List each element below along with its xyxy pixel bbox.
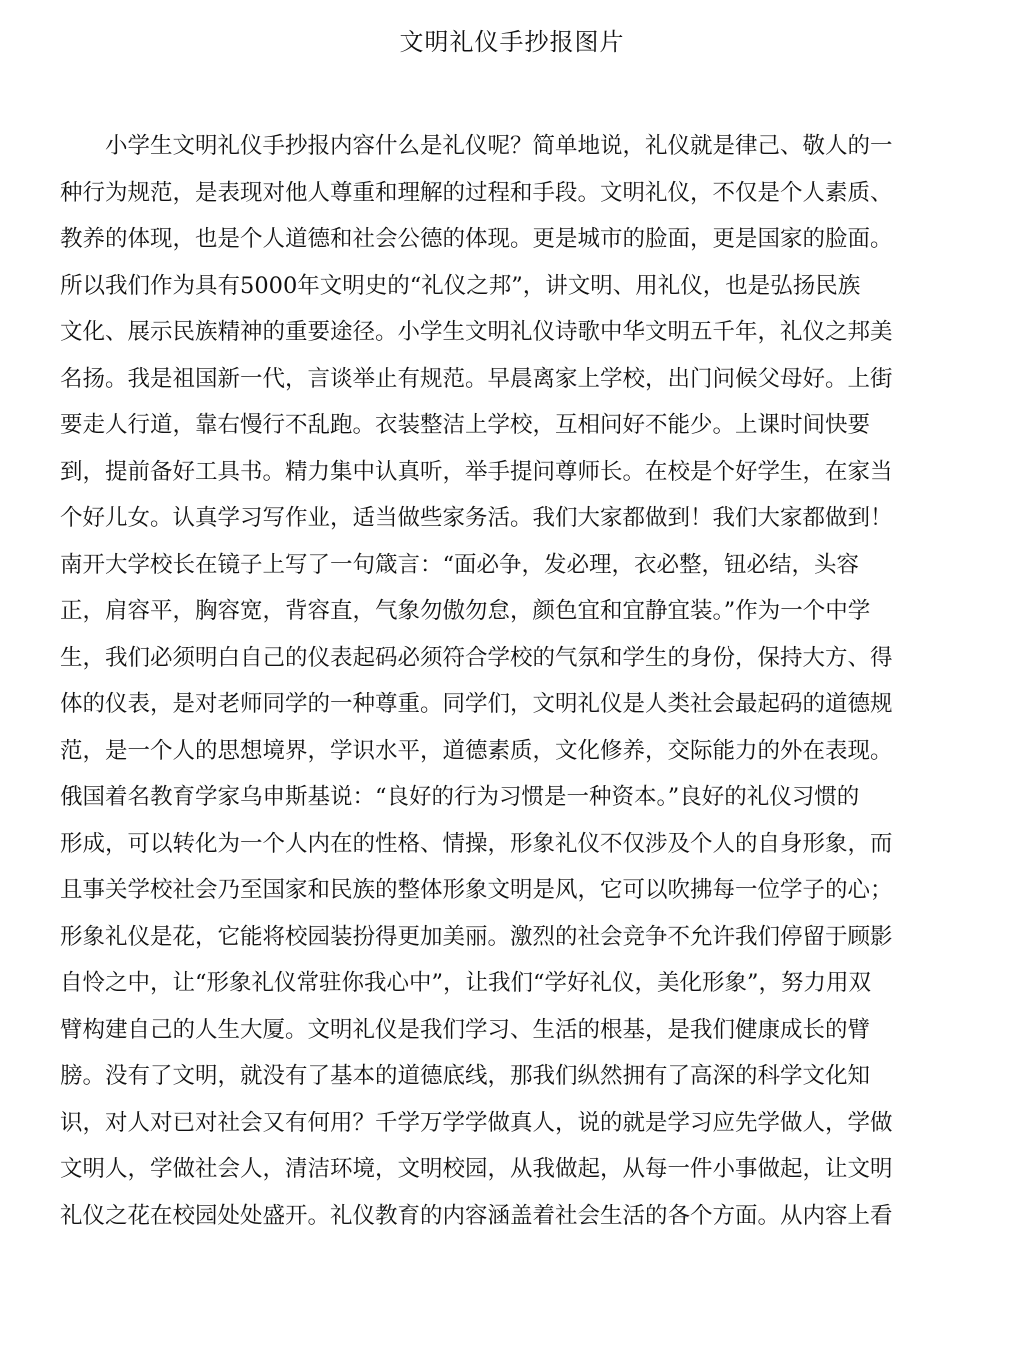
text-line: 形象礼仪是花，它能将校园装扮得更加美丽。激烈的社会竞争不允许我们停留于顾影 (60, 923, 893, 950)
text-line: 种行为规范，是表现对他人尊重和理解的过程和手段。文明礼仪，不仅是个人素质、 (60, 179, 893, 206)
text-line: 体的仪表，是对老师同学的一种尊重。同学们，文明礼仪是人类社会最起码的道德规 (60, 691, 893, 717)
text-line: 要走人行道，靠右慢行不乱跑。衣装整洁上学校，互相问好不能少。上课时间快要 (60, 412, 871, 438)
document-title: 文明礼仪手抄报图片 (399, 28, 625, 56)
text-line: 教养的体现，也是个人道德和社会公德的体现。更是城市的脸面，更是国家的脸面。 (60, 226, 893, 252)
text-line: 形成，可以转化为一个人内在的性格、情操，形象礼仪不仅涉及个人的自身形象，而 (60, 830, 893, 857)
text-line: 识，对人对已对社会又有何用？千学万学学做真人，说的就是学习应先学做人，学做 (60, 1109, 893, 1136)
text-line: 文化、展示民族精神的重要途径。小学生文明礼仪诗歌中华文明五千年，礼仪之邦美 (60, 319, 893, 345)
text-line: 南开大学校长在镜子上写了一句箴言：“面必争，发必理，衣必整，钮必结，头容 (60, 551, 860, 578)
text-line: 小学生文明礼仪手抄报内容什么是礼仪呢？简单地说，礼仪就是律己、敬人的一 (60, 133, 893, 159)
text-line: 膀。没有了文明，就没有了基本的道德底线，那我们纵然拥有了高深的科学文化知 (60, 1063, 871, 1089)
text-line: 范，是一个人的思想境界，学识水平，道德素质，文化修养，交际能力的外在表现。 (60, 737, 893, 764)
text-line: 生，我们必须明白自己的仪表起码必须符合学校的气氛和学生的身份，保持大方、得 (60, 644, 893, 671)
text-line: 到，提前备好工具书。精力集中认真听，举手提问尊师长。在校是个好学生，在家当 (60, 458, 893, 485)
text-line: 礼仪之花在校园处处盛开。礼仪教育的内容涵盖着社会生活的各个方面。从内容上看 (60, 1202, 893, 1229)
text-line: 所以我们作为具有5000年文明史的“礼仪之邦”，讲文明、用礼仪，也是弘扬民族 (60, 272, 861, 299)
text-line: 正，肩容平，胸容宽，背容直，气象勿傲勿怠，颜色宜和宜静宜装。”作为一个中学 (60, 598, 871, 624)
text-line: 且事关学校社会乃至国家和民族的整体形象文明是风，它可以吹拂每一位学子的心； (60, 877, 893, 903)
document-body (60, 123, 950, 1239)
text-line: 俄国着名教育学家乌申斯基说：“良好的行为习惯是一种资本。”良好的礼仪习惯的 (60, 784, 860, 810)
text-line: 名扬。我是祖国新一代，言谈举止有规范。早晨离家上学校，出门问候父母好。上街 (60, 365, 893, 392)
text-line: 个好儿女。认真学习写作业，适当做些家务活。我们大家都做到！我们大家都做到！ (60, 505, 893, 531)
text-line: 臂构建自己的人生大厦。文明礼仪是我们学习、生活的根基，是我们健康成长的臂 (60, 1016, 871, 1043)
text-line: 文明人，学做社会人，清洁环境，文明校园，从我做起，从每一件小事做起，让文明 (60, 1156, 893, 1182)
text-line: 自怜之中，让“形象礼仪常驻你我心中”，让我们“学好礼仪，美化形象”，努力用双 (60, 970, 872, 996)
